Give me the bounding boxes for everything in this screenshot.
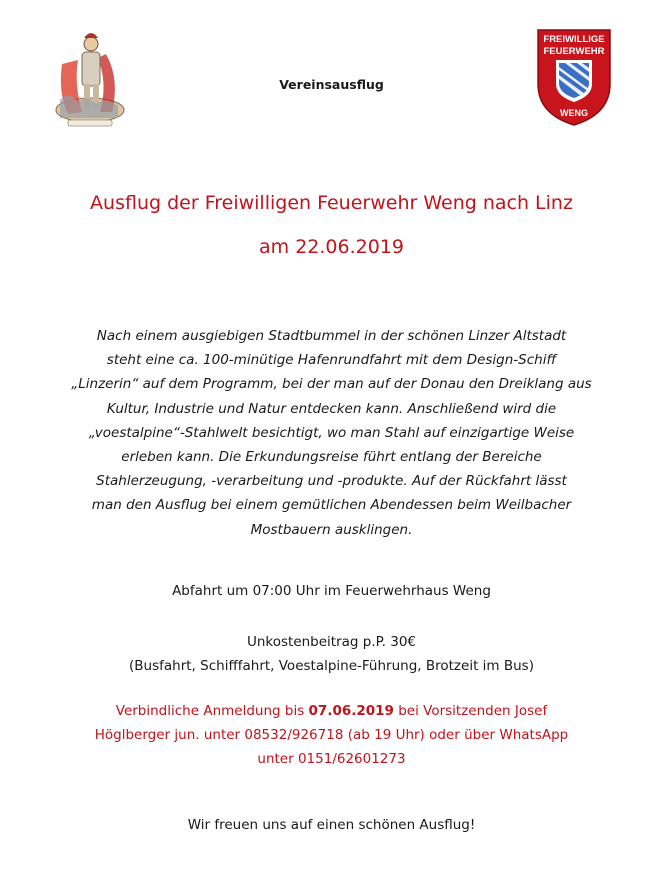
registration-line1: [60, 699, 603, 723]
badge-line1: FREIWILLIGE: [543, 34, 605, 45]
badge-line2: FEUERWEHR: [543, 46, 605, 57]
registration-line3: unter 0151/62601273: [257, 751, 406, 767]
cost-info: [0, 630, 663, 678]
fire-brigade-logo: [532, 26, 616, 128]
description-line: steht eine ca. 100-minütige Hafenrundfahrt mit dem Design-Schiff: [106, 352, 557, 369]
cost-amount: Unkostenbeitrag p.P. 30€: [246, 634, 417, 650]
registration-prefix: Verbindliche Anmeldung bis: [115, 703, 309, 719]
description-line: Mostbauern ausklingen.: [250, 521, 413, 538]
description-line: erleben kann. Die Erkundungsreise führt entlang der Bereiche: [121, 449, 542, 466]
registration-suffix: bei Vorsitzenden Josef: [393, 703, 548, 719]
description-line: man den Ausflug bei einem gemütlichen Abendessen beim Weilbacher: [91, 497, 572, 514]
closing-text: Wir freuen uns auf einen schönen Ausflug!: [187, 817, 476, 833]
trip-date: am 22.06.2019: [259, 236, 404, 258]
description-line: „Linzerin“ auf dem Programm, bei der man auf der Donau den Dreiklang aus: [71, 376, 592, 393]
description-line: „voestalpine“-Stahlwelt besichtigt, wo man Stahl auf einzigartige Weise: [88, 424, 575, 441]
description-line: Kultur, Industrie und Natur entdecken kann. Anschließend wird die: [106, 400, 557, 417]
departure-info: Abfahrt um 07:00 Uhr im Feuerwehrhaus Weng: [172, 583, 491, 599]
trip-title: Ausflug der Freiwilligen Feuerwehr Weng nach Linz: [90, 192, 573, 214]
page-header-title: Vereinsausflug: [279, 77, 384, 92]
cost-included: (Busfahrt, Schifffahrt, Voestalpine-Führung, Brotzeit im Bus): [129, 658, 534, 674]
trip-description: [60, 324, 603, 542]
description-line: Stahlerzeugung, -verarbeitung und -produkte. Auf der Rückfahrt lässt: [96, 473, 567, 490]
registration-deadline: 07.06.2019: [308, 703, 394, 719]
registration-info: [60, 699, 603, 771]
description-line: Nach einem ausgiebigen Stadtbummel in der schönen Linzer Altstadt: [96, 328, 567, 344]
registration-line2: Höglberger jun. unter 08532/926718 (ab 19 Uhr) oder über WhatsApp: [94, 727, 569, 743]
fire-brigade-badge-icon: [532, 26, 616, 128]
badge-line3: WENG: [560, 108, 588, 118]
